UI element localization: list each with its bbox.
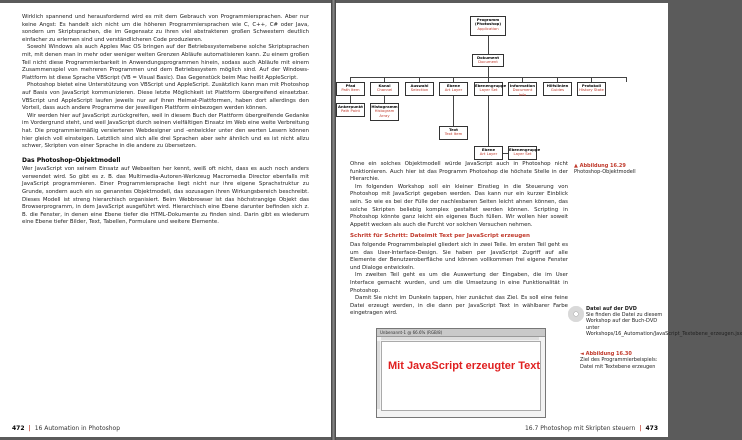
paragraph: Photoshop bietet eine Unterstützung von VBScript und AppleScript. Zusätzlich kann man mit Photoshop auf Basis von JavaScript kommunizieren. Diese letzte Möglichkeit ist Plattform übergreifend einsetzbar. VBScript und AppleScript laufen jeweils nur auf ihren Heimat-Plattformen, haben dort allerdings den Vorteil, dass auch andere Programme der jeweiligen Plattform einbezogen werden können. xyxy=(22,82,309,112)
diagram-node-path: Pfad Path Item xyxy=(336,82,365,96)
dvd-icon xyxy=(568,306,584,322)
diagram-node-selection: Auswahl Selection xyxy=(405,82,434,96)
page-number: 473 xyxy=(645,425,658,432)
paragraph: Ohne ein solches Objektmodell würde JavaScript auch in Photoshop nicht funktionieren. Auch hier ist das Programm Photoshop die höchste Stelle in der Hierarchie. xyxy=(350,161,568,183)
step-heading: Schritt für Schritt: Dateimit Text per JavaScript erzeugen xyxy=(350,233,531,240)
left-body-top xyxy=(22,14,309,227)
dvd-caption: Datei auf der DVD Sie finden die Datei zu diesem Workshop auf der Buch-DVD unter Workshops/16_Automation/JavaScript_Textebene_erzeugen.jsx xyxy=(586,306,742,337)
paragraph: Wer JavaScript von seinem Einsatz auf Webseiten her kennt, weiß oft nicht, dass es auch noch anders verwendet wird. So gibt es z. B. das Multimedia-Autoren-Werkzeug Macromedia Director ebenfalls mit JavaScript programmieren. Einer Programmiersprache liegt nicht nur ihre eigene Sprachstruktur zu Grunde, sondern auch ein so genanntes Objektmodell, das sozusagen ihren Wirkungsbereich beschreibt. Dieses Modell ist streng hierarchisch organisiert. Beim Webbrowser ist das höchstrangige Objekt das Browserprogramm, in dem JavaScript ausgeführt wird. Hierarchisch eine Ebene darunter befinden sich z. B. die Fenster, in denen eine Ebene tiefer die HTML-Dokumente zu finden sind. Darin gibt es wiederum eine Ebene tiefer Bilder, Text, Tabellen, Formulare und weitere Elemente. xyxy=(22,166,309,226)
running-head: 16.7 Photoshop mit Skripten steuern xyxy=(524,425,636,432)
figure-caption-1629: ▲ Abbildung 16.29 Photoshop-Objektmodell xyxy=(574,163,636,176)
object-model-diagram xyxy=(336,3,668,163)
window-title: Unbenannt-1 @ 66.6% (RGB/8) xyxy=(377,329,545,337)
document-canvas xyxy=(381,341,541,411)
paragraph: Im folgenden Workshop soll ein kleiner Einstieg in die Steuerung von Photoshop mit JavaScript gegeben werden. Das kann nur ein kurzer Einblick sein. So wie es bei der Fülle der nachlesbaren Seiten leicht ahnen können, das solche Skripten beliebig komplex gestaltet werden können. Scripting in Photoshop könnte ganz leicht ein eigenes Buch füllen. Wir wollen hier soweit Appetit wecken als auch die Furcht vor solchen Versuchen nehmen. xyxy=(350,183,568,228)
javascript-generated-text: Mit JavaScript erzeugter Text xyxy=(388,360,541,372)
paragraph: Damit Sie nicht im Dunkeln tappen, hier zunächst das Ziel. Es soll eine feine Datei erzeugt werden, in die dann per JavaScript Text in wählbarer Farbe eingetragen wird. xyxy=(350,295,568,317)
paragraph: Im zweiten Teil geht es um die Auswertung der Eingaben, die im User Interface gemacht wurden, und um die Umsetzung in eine Funktionalität in Photoshop. xyxy=(350,272,568,294)
right-body xyxy=(350,161,568,318)
diagram-node-guides: Hilfslinien Guides xyxy=(543,82,572,96)
running-head: 16 Automation in Photoshop xyxy=(34,425,121,432)
paragraph: Wir werden hier auf JavaScript zurückgreifen, weil in diesem Buch der Plattform übergreifende Gedanke im Vordergrund steht, und weil JavaScript durch seinen vielfältigen Einsatz im Web eine weite Verbreitung hat. Die programmiermäßig versierteren Webdesigner und -entwickler unter den werten Lesern können hier gleich voll einsteigen. Letztlich sind sich alle drei Sprachen aber sehr ähnlich und es ist nicht allzu schwer, Skripten von einer Sprache in die andere zu übersetzen. xyxy=(22,112,309,150)
diagram-node-layer: Ebene Art Layer xyxy=(439,82,468,96)
diagram-node-histogram: Histogramm Histogram Array xyxy=(370,103,399,121)
diagram-node-text-item: Text Text Item xyxy=(439,126,468,140)
diagram-node-history: Protokoll History State xyxy=(577,82,606,96)
paragraph: Sowohl Windows als auch Apples Mac OS bringen auf der Betriebssystemebene solche Skriptsprachen mit, mit denen man in mehr oder weniger weiten Grenzen Abläufe automatisieren kann. Zu einem großen Teil nicht diese Programmierbarkeit in Anwendungsprogrammen hinein, sodass auch Abläufe mit einem Zusammenspiel von mehreren Programmen und dem Betriebssystem möglich sind. Auf der Windows-Plattform ist diese Sprache VBScript (VB = Visual Basic). Das Gegenstück beim Mac heißt AppleScript. xyxy=(22,44,309,81)
section-heading: Das Photoshop-Objektmodell xyxy=(22,156,121,164)
diagram-node-sub-layer-set: Ebenengruppe Layer Set xyxy=(508,146,537,160)
page-number: 472 xyxy=(12,425,25,432)
left-page xyxy=(0,3,331,437)
horizontal-ruler xyxy=(381,337,539,340)
paragraph: Wirklich spannend und herausfordernd wird es mit dem Gebrauch von Programmiersprachen. Aber nur keine Angst: Es handelt sich nicht um die höheren Programmiersprachen wie C, C++, C# oder Java, sondern um Skriptsprachen, die im Gegensatz zu ihren viel abstrakteren großen Schwestern deutlich einfacher zu erlernen sind und verständlicheren Code produzieren. xyxy=(22,14,309,43)
paragraph: Das folgende Programmbeispiel gliedert sich in zwei Teile. Im ersten Teil geht es um das User-Interface-Design. Sie haben per JavaScript Zugriff auf alle Elemente der Benutzeroberfläche und können vollkommen frei eigene Fenster und Dialoge entwickeln. xyxy=(350,241,568,271)
footer-right: 16.7 Photoshop mit Skripten steuern | 473 xyxy=(524,425,658,432)
figure-caption-1630: ◄ Abbildung 16.30 Ziel des Programmierbeispiels: Datei mit Textebene erzeugen xyxy=(580,351,658,370)
diagram-node-sub-layer: Ebene Art Layer xyxy=(474,146,503,160)
photoshop-screenshot xyxy=(376,328,546,418)
diagram-node-path-point: Ankerpunkt Path Point xyxy=(336,103,365,117)
diagram-node-channel: Kanal Channel xyxy=(370,82,399,96)
right-page xyxy=(336,3,742,437)
diagram-node-layer-set: Ebenengruppe Layer Set xyxy=(474,82,503,96)
diagram-node-application: Programm (Photoshop) Application xyxy=(470,16,506,36)
vertical-ruler xyxy=(377,341,380,409)
diagram-node-document: Dokument Document xyxy=(472,54,504,67)
footer-left: 472 | 16 Automation in Photoshop xyxy=(12,425,121,432)
diagram-node-document-info: Information Document Info xyxy=(509,83,536,97)
